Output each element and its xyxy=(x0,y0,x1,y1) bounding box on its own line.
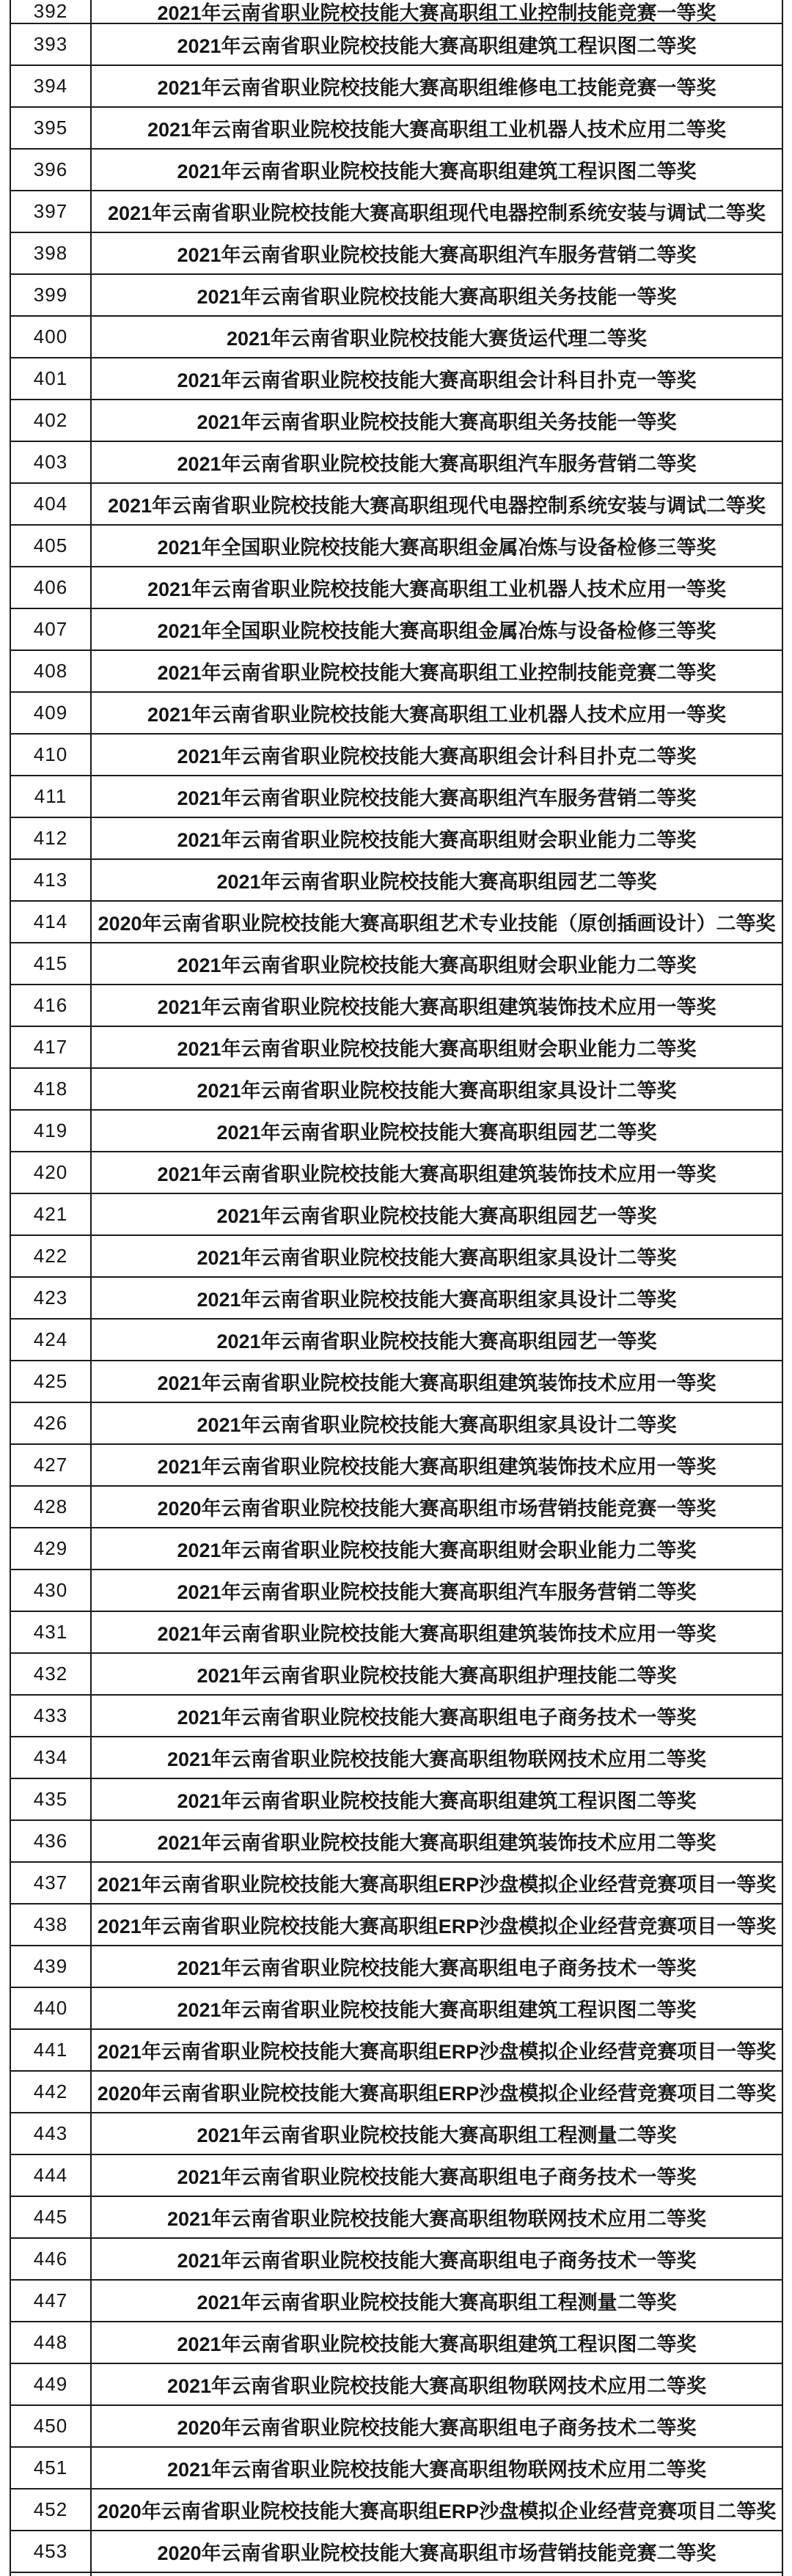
award-name: 2020年云南省职业院校技能大赛高职组ERP沙盘模拟企业经营竞赛项目二等奖 xyxy=(97,2500,777,2522)
row-number: 393 xyxy=(11,24,92,65)
table-row xyxy=(11,2072,782,2113)
award-name: 2020年云南省职业院校技能大赛高职组ERP沙盘模拟企业经营竞赛项目二等奖 xyxy=(97,2083,777,2105)
table-row xyxy=(11,66,782,108)
table-row xyxy=(11,2239,782,2281)
table-row xyxy=(11,1278,782,1320)
row-number: 408 xyxy=(11,651,92,691)
table-row xyxy=(11,1069,782,1111)
row-number: 424 xyxy=(11,1320,92,1360)
award-name: 2021年云南省职业院校技能大赛高职组家具设计二等奖 xyxy=(197,1414,677,1436)
award-name: 2021年云南省职业院校技能大赛高职组电子商务技术一等奖 xyxy=(177,2250,697,2272)
award-name: 2021年云南省职业院校技能大赛高职组会计科目扑克一等奖 xyxy=(177,369,697,391)
table-row xyxy=(11,1696,782,1737)
row-number: 404 xyxy=(11,484,92,524)
award-name: 2021年云南省职业院校技能大赛高职组建筑装饰技术应用一等奖 xyxy=(157,1456,716,1478)
table-row xyxy=(11,1528,782,1570)
award-name: 2021年云南省职业院校技能大赛高职组园艺一等奖 xyxy=(216,1331,657,1353)
table-row xyxy=(11,2489,782,2531)
row-number: 402 xyxy=(11,400,92,441)
award-name: 2021年云南省职业院校技能大赛高职组汽车服务营销二等奖 xyxy=(177,1581,697,1603)
row-number: 433 xyxy=(11,1696,92,1736)
table-row xyxy=(11,985,782,1027)
row-number: 396 xyxy=(11,150,92,190)
award-name: 2021年云南省职业院校技能大赛高职组工业机器人技术应用一等奖 xyxy=(147,578,727,600)
row-number: 412 xyxy=(11,818,92,858)
award-name: 2021年全国职业院校技能大赛高职组金属冶炼与设备检修三等奖 xyxy=(157,620,716,642)
row-number: 431 xyxy=(11,1612,92,1652)
row-number: 452 xyxy=(11,2489,92,2530)
row-number: 444 xyxy=(11,2155,92,2196)
award-name: 2021年云南省职业院校技能大赛高职组关务技能一等奖 xyxy=(197,411,677,433)
award-name: 2021年云南省职业院校技能大赛高职组建筑装饰技术应用一等奖 xyxy=(157,1372,716,1394)
table-row xyxy=(11,860,782,902)
award-name: 2021年云南省职业院校技能大赛高职组建筑工程识图二等奖 xyxy=(177,1999,697,2021)
row-number: 422 xyxy=(11,1236,92,1276)
table-row xyxy=(11,1988,782,2030)
award-name: 2020年云南省职业院校技能大赛高职组电子商务技术二等奖 xyxy=(177,2417,697,2439)
row-number: 443 xyxy=(11,2113,92,2154)
row-number: 399 xyxy=(11,275,92,315)
row-number: 398 xyxy=(11,233,92,273)
award-name: 2021年云南省职业院校技能大赛高职组建筑装饰技术应用二等奖 xyxy=(157,1832,716,1854)
row-number: 413 xyxy=(11,860,92,900)
table-row xyxy=(11,943,782,985)
table-row xyxy=(11,484,782,526)
row-number: 428 xyxy=(11,1487,92,1527)
table-row xyxy=(11,693,782,735)
row-number: 395 xyxy=(11,108,92,148)
row-number: 451 xyxy=(11,2448,92,2488)
award-name: 2021年云南省职业院校技能大赛高职组工业机器人技术应用一等奖 xyxy=(147,704,727,726)
award-name: 2021年云南省职业院校技能大赛高职组电子商务技术一等奖 xyxy=(177,1957,697,1979)
award-name: 2021年云南省职业院校技能大赛高职组会计科目扑克二等奖 xyxy=(177,746,697,768)
table-row xyxy=(11,902,782,943)
table-row xyxy=(11,2448,782,2489)
award-name: 2020年云南省职业院校技能大赛高职组市场营销技能竞赛一等奖 xyxy=(157,1498,716,1520)
award-name: 2021年云南省职业院校技能大赛高职组建筑工程识图二等奖 xyxy=(177,2333,697,2355)
row-number: 419 xyxy=(11,1111,92,1151)
table-row xyxy=(11,526,782,567)
row-number: 453 xyxy=(11,2531,92,2572)
table-row xyxy=(11,2364,782,2406)
award-name: 2021年云南省职业院校技能大赛高职组建筑装饰技术应用一等奖 xyxy=(157,996,716,1018)
row-number: 442 xyxy=(11,2072,92,2112)
row-number: 401 xyxy=(11,358,92,399)
table-row xyxy=(11,1320,782,1361)
row-number: 438 xyxy=(11,1905,92,1945)
table-row xyxy=(11,1612,782,1654)
row-number: 423 xyxy=(11,1278,92,1318)
row-number: 414 xyxy=(11,902,92,942)
award-name: 2021年云南省职业院校技能大赛高职组现代电器控制系统安装与调试二等奖 xyxy=(107,495,766,517)
row-number: 445 xyxy=(11,2197,92,2237)
row-number: 397 xyxy=(11,191,92,232)
table-row xyxy=(11,1361,782,1403)
table-row xyxy=(11,233,782,275)
award-name: 2021年云南省职业院校技能大赛高职组ERP沙盘模拟企业经营竞赛项目一等奖 xyxy=(97,1874,777,1896)
row-number: 417 xyxy=(11,1027,92,1067)
award-name: 2021年云南省职业院校技能大赛高职组建筑工程识图二等奖 xyxy=(177,1790,697,1812)
award-name: 2021年云南省职业院校技能大赛高职组家具设计二等奖 xyxy=(197,1289,677,1311)
award-name: 2021年云南省职业院校技能大赛高职组工程测量二等奖 xyxy=(197,2124,677,2146)
row-number: 409 xyxy=(11,693,92,733)
partial-next-row xyxy=(11,2573,782,2576)
award-name: 2021年云南省职业院校技能大赛高职组园艺一等奖 xyxy=(216,1205,657,1227)
award-name: 2021年云南省职业院校技能大赛高职组物联网技术应用二等奖 xyxy=(166,2375,707,2397)
table-row xyxy=(11,1403,782,1445)
table-row xyxy=(11,358,782,400)
row-number: 440 xyxy=(11,1988,92,2028)
table-row xyxy=(11,24,782,66)
award-name: 2021年云南省职业院校技能大赛高职组家具设计二等奖 xyxy=(197,1080,677,1102)
row-number: 441 xyxy=(11,2030,92,2070)
row-number: 411 xyxy=(11,776,92,817)
award-name: 2021年云南省职业院校技能大赛高职组ERP沙盘模拟企业经营竞赛项目一等奖 xyxy=(97,1916,777,1937)
table-row xyxy=(11,2113,782,2155)
table-row xyxy=(11,1194,782,1236)
row-number: 421 xyxy=(11,1194,92,1234)
table-row xyxy=(11,1487,782,1528)
award-name: 2021年云南省职业院校技能大赛高职组电子商务技术一等奖 xyxy=(177,1707,697,1729)
table-row xyxy=(11,2030,782,2072)
table-row xyxy=(11,1821,782,1863)
award-name: 2021年云南省职业院校技能大赛高职组建筑装饰技术应用一等奖 xyxy=(157,1623,716,1645)
row-number: 435 xyxy=(11,1779,92,1819)
table-row xyxy=(11,2406,782,2448)
award-name: 2021年云南省职业院校技能大赛高职组财会职业能力二等奖 xyxy=(177,829,697,851)
partial-row-number-cell xyxy=(11,2573,92,2576)
row-number: 432 xyxy=(11,1654,92,1694)
row-number: 407 xyxy=(11,609,92,649)
row-number: 392 xyxy=(11,0,92,23)
award-name: 2021年云南省职业院校技能大赛高职组园艺二等奖 xyxy=(216,1122,657,1144)
table-row xyxy=(11,1445,782,1487)
row-number: 434 xyxy=(11,1737,92,1778)
row-number: 446 xyxy=(11,2239,92,2279)
award-name: 2021年云南省职业院校技能大赛高职组物联网技术应用二等奖 xyxy=(166,1748,707,1770)
row-number: 426 xyxy=(11,1403,92,1443)
table-row xyxy=(11,1152,782,1194)
table-row xyxy=(11,567,782,609)
table-row xyxy=(11,1027,782,1069)
award-name: 2021年云南省职业院校技能大赛高职组工程测量二等奖 xyxy=(197,2292,677,2314)
award-name: 2021年云南省职业院校技能大赛高职组维修电工技能竞赛一等奖 xyxy=(157,77,716,99)
table-row xyxy=(11,1570,782,1612)
award-name: 2021年云南省职业院校技能大赛高职组工业机器人技术应用二等奖 xyxy=(147,119,727,141)
row-number: 450 xyxy=(11,2406,92,2446)
row-number: 430 xyxy=(11,1570,92,1611)
row-number: 449 xyxy=(11,2364,92,2404)
row-number: 420 xyxy=(11,1152,92,1193)
table-row xyxy=(11,2155,782,2197)
table-row xyxy=(11,651,782,693)
table-row xyxy=(11,1863,782,1905)
table-row xyxy=(11,0,782,24)
table-row xyxy=(11,1111,782,1152)
row-number: 406 xyxy=(11,567,92,608)
award-name: 2021年云南省职业院校技能大赛高职组护理技能二等奖 xyxy=(197,1665,677,1687)
award-name: 2021年云南省职业院校技能大赛高职组建筑装饰技术应用一等奖 xyxy=(157,1163,716,1185)
award-name: 2021年云南省职业院校技能大赛高职组物联网技术应用二等奖 xyxy=(166,2208,707,2230)
table-row xyxy=(11,776,782,818)
award-name: 2021年云南省职业院校技能大赛高职组汽车服务营销二等奖 xyxy=(177,787,697,809)
award-name: 2021年云南省职业院校技能大赛高职组汽车服务营销二等奖 xyxy=(177,453,697,475)
awards-table xyxy=(10,0,783,2576)
table-row xyxy=(11,2281,782,2322)
row-number: 400 xyxy=(11,317,92,357)
table-row xyxy=(11,108,782,150)
row-number: 425 xyxy=(11,1361,92,1402)
row-number: 429 xyxy=(11,1528,92,1569)
row-number: 394 xyxy=(11,66,92,106)
award-name: 2020年云南省职业院校技能大赛高职组市场营销技能竞赛二等奖 xyxy=(157,2542,716,2564)
table-row xyxy=(11,1779,782,1821)
partial-award-cell xyxy=(92,2573,782,2576)
row-number: 416 xyxy=(11,985,92,1026)
row-number: 418 xyxy=(11,1069,92,1109)
table-row xyxy=(11,735,782,776)
award-name: 2021年云南省职业院校技能大赛货运代理二等奖 xyxy=(226,328,648,350)
table-row xyxy=(11,1654,782,1696)
table-row xyxy=(11,400,782,442)
table-row xyxy=(11,1905,782,1946)
table-row xyxy=(11,442,782,484)
award-name: 2021年云南省职业院校技能大赛高职组ERP沙盘模拟企业经营竞赛项目一等奖 xyxy=(97,2041,777,2063)
row-number: 436 xyxy=(11,1821,92,1861)
row-number: 439 xyxy=(11,1946,92,1987)
award-name: 2021年云南省职业院校技能大赛高职组建筑工程识图二等奖 xyxy=(177,35,697,57)
award-name: 2020年云南省职业院校技能大赛高职组艺术专业技能（原创插画设计）二等奖 xyxy=(98,913,776,935)
award-name: 2021年全国职业院校技能大赛高职组金属冶炼与设备检修三等奖 xyxy=(157,537,716,559)
award-name: 2021年云南省职业院校技能大赛高职组家具设计二等奖 xyxy=(197,1247,677,1269)
row-number: 447 xyxy=(11,2281,92,2321)
table-row xyxy=(11,1737,782,1779)
table-row xyxy=(11,609,782,651)
award-name: 2021年云南省职业院校技能大赛高职组财会职业能力二等奖 xyxy=(177,954,697,976)
award-name: 2021年云南省职业院校技能大赛高职组关务技能一等奖 xyxy=(197,286,677,308)
row-number: 437 xyxy=(11,1863,92,1903)
table-row xyxy=(11,150,782,191)
table-row xyxy=(11,1946,782,1988)
award-name: 2021年云南省职业院校技能大赛高职组工业控制技能竞赛二等奖 xyxy=(157,662,716,684)
table-row xyxy=(11,2322,782,2364)
table-row xyxy=(11,275,782,317)
award-name: 2021年云南省职业院校技能大赛高职组现代电器控制系统安装与调试二等奖 xyxy=(107,202,766,224)
row-number: 415 xyxy=(11,943,92,984)
table-row xyxy=(11,317,782,358)
award-name: 2021年云南省职业院校技能大赛高职组建筑工程识图二等奖 xyxy=(177,161,697,183)
award-name: 2021年云南省职业院校技能大赛高职组园艺二等奖 xyxy=(216,871,657,893)
row-number: 410 xyxy=(11,735,92,775)
award-name: 2021年云南省职业院校技能大赛高职组电子商务技术一等奖 xyxy=(177,2166,697,2188)
row-number: 403 xyxy=(11,442,92,482)
award-name: 2021年云南省职业院校技能大赛高职组物联网技术应用二等奖 xyxy=(166,2459,707,2481)
table-row xyxy=(11,2531,782,2573)
award-name: 2021年云南省职业院校技能大赛高职组工业控制技能竞赛一等奖 xyxy=(157,2,716,23)
table-row xyxy=(11,2197,782,2239)
row-number: 427 xyxy=(11,1445,92,1485)
table-row xyxy=(11,818,782,860)
row-number: 405 xyxy=(11,526,92,566)
table-row xyxy=(11,1236,782,1278)
award-name: 2021年云南省职业院校技能大赛高职组财会职业能力二等奖 xyxy=(177,1539,697,1561)
award-name: 2021年云南省职业院校技能大赛高职组汽车服务营销二等奖 xyxy=(177,244,697,266)
award-name: 2021年云南省职业院校技能大赛高职组财会职业能力二等奖 xyxy=(177,1038,697,1060)
table-row xyxy=(11,191,782,233)
row-number: 448 xyxy=(11,2322,92,2363)
